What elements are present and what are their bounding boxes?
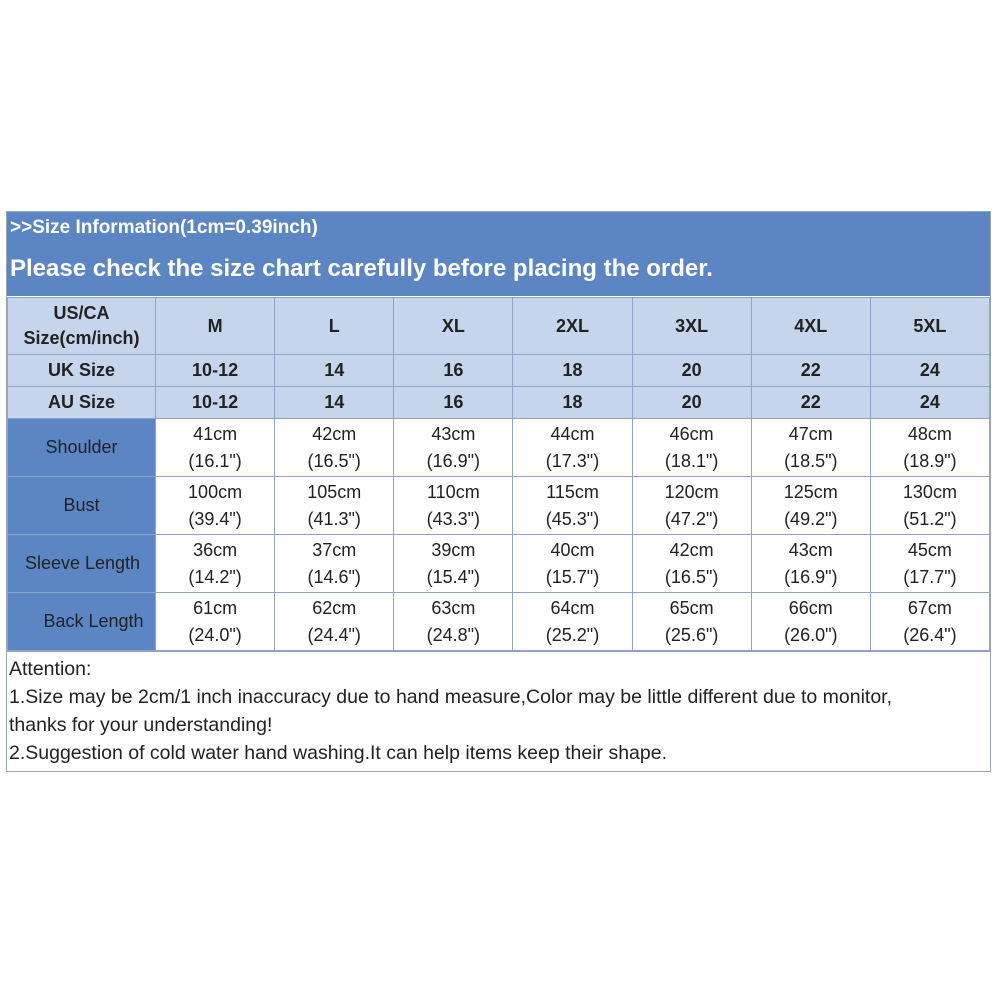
size-header-row <box>8 298 990 355</box>
value-cm: 39cm <box>431 539 476 560</box>
value-inch: (26.0") <box>784 624 838 645</box>
value-cm: 125cm <box>783 481 838 502</box>
value-inch: (14.6") <box>307 566 361 587</box>
value-cm: 105cm <box>307 481 362 502</box>
value-inch: (15.4") <box>426 566 481 587</box>
uk-size-label: UK Size <box>8 355 156 387</box>
order-notice: Please check the size chart carefully before placing the order. <box>10 255 713 282</box>
note-washing: 2.Suggestion of cold water hand washing.It can help items keep their shape. <box>9 742 667 764</box>
value-cm: 42cm <box>669 539 714 560</box>
value-inch: (25.6") <box>664 624 719 645</box>
value-cm: 63cm <box>431 597 476 618</box>
attention-title: Attention: <box>9 658 92 680</box>
size-header-cell <box>8 298 156 355</box>
value-cm: 64cm <box>550 597 595 618</box>
value-inch: (17.3") <box>545 450 600 471</box>
sleeve-length-cell <box>870 535 989 593</box>
uk-size-row <box>8 355 990 387</box>
shoulder-label: Shoulder <box>8 419 156 477</box>
value-cm: 40cm <box>550 539 595 560</box>
value-cm: 41cm <box>193 423 238 444</box>
sleeve-length-cell <box>275 535 394 593</box>
bust-cell <box>275 477 394 535</box>
uk-size-value: 20 <box>632 355 751 387</box>
back-length-cell <box>751 593 870 651</box>
shoulder-cell <box>751 419 870 477</box>
value-inch: (24.0") <box>188 624 242 645</box>
back-length-cell <box>394 593 513 651</box>
au-size-value: 24 <box>870 387 989 419</box>
value-inch: (16.5") <box>307 450 361 471</box>
value-inch: (41.3") <box>307 508 361 529</box>
bust-cell <box>156 477 275 535</box>
value-cm: 120cm <box>664 481 719 502</box>
bust-cell <box>632 477 751 535</box>
value-cm: 62cm <box>312 597 357 618</box>
value-inch: (16.1") <box>188 450 242 471</box>
uk-size-value: 16 <box>394 355 513 387</box>
value-inch: (16.9") <box>784 566 838 587</box>
bust-label: Bust <box>8 477 156 535</box>
sleeve-length-label: Sleeve Length <box>8 535 156 593</box>
value-cm: 37cm <box>312 539 357 560</box>
size-header-region: US/CA <box>53 303 110 323</box>
sleeve-length-cell <box>394 535 513 593</box>
sleeve-length-cell <box>513 535 632 593</box>
au-size-value: 18 <box>513 387 632 419</box>
size-header-unit: Size(cm/inch) <box>23 328 140 348</box>
size-table <box>7 297 990 651</box>
bust-cell <box>751 477 870 535</box>
au-size-value: 14 <box>275 387 394 419</box>
value-cm: 45cm <box>907 539 952 560</box>
size-m: M <box>156 298 275 355</box>
value-inch: (25.2") <box>545 624 600 645</box>
value-cm: 46cm <box>669 423 714 444</box>
back-length-row <box>8 593 990 651</box>
value-cm: 110cm <box>427 481 480 502</box>
au-size-label: AU Size <box>8 387 156 419</box>
size-info-banner <box>7 212 990 297</box>
value-inch: (18.9") <box>903 450 957 471</box>
value-inch: (24.4") <box>307 624 361 645</box>
shoulder-cell <box>275 419 394 477</box>
shoulder-cell <box>394 419 513 477</box>
attention-notes <box>7 651 990 771</box>
back-length-cell <box>156 593 275 651</box>
back-length-cell <box>870 593 989 651</box>
value-inch: (43.3") <box>426 508 481 529</box>
uk-size-value: 18 <box>513 355 632 387</box>
value-cm: 67cm <box>907 597 952 618</box>
au-size-value: 10-12 <box>156 387 275 419</box>
value-inch: (16.5") <box>664 566 719 587</box>
value-cm: 61cm <box>193 597 238 618</box>
value-inch: (14.2") <box>188 566 242 587</box>
sleeve-length-cell <box>751 535 870 593</box>
au-size-value: 20 <box>632 387 751 419</box>
au-size-value: 22 <box>751 387 870 419</box>
shoulder-cell <box>632 419 751 477</box>
note-size-accuracy: 1.Size may be 2cm/1 inch inaccuracy due to hand measure,Color may be little different due to monitor, <box>9 686 893 708</box>
size-4xl: 4XL <box>751 298 870 355</box>
size-l: L <box>275 298 394 355</box>
uk-size-value: 10-12 <box>156 355 275 387</box>
value-inch: (47.2") <box>664 508 719 529</box>
value-cm: 43cm <box>431 423 476 444</box>
value-cm: 48cm <box>907 423 952 444</box>
back-length-cell <box>275 593 394 651</box>
au-size-value: 16 <box>394 387 513 419</box>
value-inch: (18.5") <box>784 450 838 471</box>
shoulder-row <box>8 419 990 477</box>
value-inch: (15.7") <box>545 566 600 587</box>
bust-row <box>8 477 990 535</box>
bust-cell <box>513 477 632 535</box>
sleeve-length-cell <box>632 535 751 593</box>
value-cm: 36cm <box>193 539 238 560</box>
value-cm: 65cm <box>669 597 714 618</box>
value-cm: 42cm <box>312 423 357 444</box>
uk-size-value: 24 <box>870 355 989 387</box>
au-size-row <box>8 387 990 419</box>
value-inch: (17.7") <box>903 566 957 587</box>
uk-size-value: 14 <box>275 355 394 387</box>
shoulder-cell <box>156 419 275 477</box>
size-xl: XL <box>394 298 513 355</box>
size-info-title: >>Size Information(1cm=0.39inch) <box>10 217 318 238</box>
sleeve-length-row <box>8 535 990 593</box>
value-inch: (39.4") <box>188 508 242 529</box>
value-cm: 66cm <box>788 597 833 618</box>
value-cm: 115cm <box>546 481 599 502</box>
back-length-label: Back Length <box>8 593 156 651</box>
value-inch: (16.9") <box>426 450 481 471</box>
size-5xl: 5XL <box>870 298 989 355</box>
value-cm: 44cm <box>550 423 595 444</box>
value-cm: 47cm <box>788 423 833 444</box>
value-inch: (24.8") <box>426 624 481 645</box>
bust-cell <box>870 477 989 535</box>
value-inch: (45.3") <box>545 508 600 529</box>
value-inch: (51.2") <box>903 508 957 529</box>
value-cm: 100cm <box>188 481 243 502</box>
shoulder-cell <box>870 419 989 477</box>
bust-cell <box>394 477 513 535</box>
value-inch: (49.2") <box>784 508 838 529</box>
back-length-cell <box>513 593 632 651</box>
value-inch: (18.1") <box>664 450 719 471</box>
sleeve-length-cell <box>156 535 275 593</box>
value-cm: 130cm <box>902 481 957 502</box>
size-chart <box>6 211 991 772</box>
note-thanks: thanks for your understanding! <box>9 714 273 736</box>
value-inch: (26.4") <box>903 624 957 645</box>
back-length-cell <box>632 593 751 651</box>
size-3xl: 3XL <box>632 298 751 355</box>
value-cm: 43cm <box>788 539 833 560</box>
shoulder-cell <box>513 419 632 477</box>
uk-size-value: 22 <box>751 355 870 387</box>
size-2xl: 2XL <box>513 298 632 355</box>
